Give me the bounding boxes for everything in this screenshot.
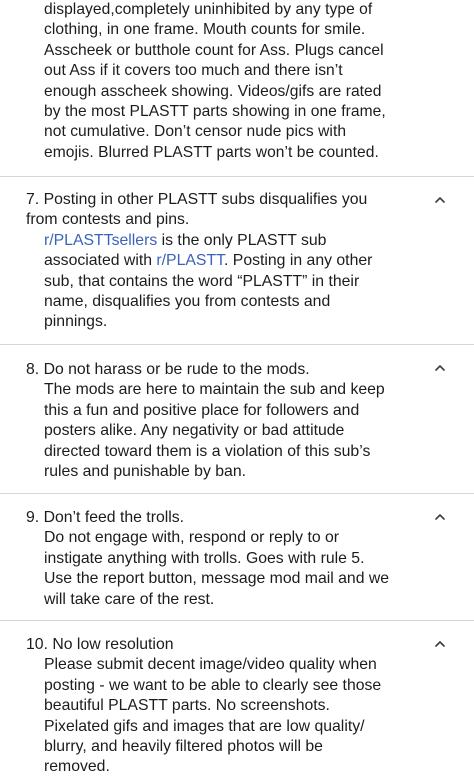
subreddit-link-plasttsellers[interactable]: r/PLASTTsellers	[44, 231, 158, 249]
chevron-up-icon[interactable]	[435, 640, 445, 650]
rule-8[interactable]	[26, 360, 446, 482]
rule-9-body	[44, 528, 446, 610]
text-line: blurry, and heavily filtered photos will be	[44, 738, 323, 756]
text-fragment: associated with	[44, 252, 157, 270]
chevron-up-icon[interactable]	[435, 364, 445, 374]
text-line: Asscheek or butthole count for Ass. Plugs cancel	[44, 41, 384, 59]
text-line: displayed,completely uninhibited by any type of	[44, 1, 373, 18]
text-line	[44, 251, 446, 271]
rule-7[interactable]	[26, 190, 446, 333]
text-line: enough asscheek showing. Videos/gifs are rated	[44, 82, 382, 100]
text-line: sub, that contains the word “PLASTT” in their	[44, 272, 360, 290]
text-line: clothing, in one frame. Mouth counts for smile.	[44, 21, 366, 39]
text-line: Use the report button, message mod mail and we	[44, 570, 390, 588]
text-line: directed toward them is a violation of this sub’s	[44, 442, 371, 460]
text-line: The mods are here to maintain the sub and keep	[44, 381, 385, 399]
chevron-up-icon[interactable]	[435, 513, 445, 523]
text-line: by the most PLASTT parts showing in one frame,	[44, 103, 386, 121]
rule-9[interactable]	[26, 508, 446, 610]
text-line	[44, 231, 446, 251]
chevron-up-icon[interactable]	[435, 196, 445, 206]
rule-8-body	[44, 380, 446, 482]
rule-6-body-continuation	[44, 0, 424, 163]
rule-title-line: 8. Do not harass or be rude to the mods.	[26, 361, 310, 378]
text-line: rules and punishable by ban.	[44, 463, 246, 481]
rule-7-body	[44, 231, 446, 333]
rule-10[interactable]	[26, 635, 446, 778]
rule-title-line: 7. Posting in other PLASTT subs disqualifies you	[26, 191, 368, 208]
text-line: posters alike. Any negativity or bad attitude	[44, 422, 345, 440]
section-divider	[0, 620, 474, 621]
text-fragment: is the only PLASTT sub	[157, 231, 327, 249]
text-line: emojis. Blurred PLASTT parts won’t be counted.	[44, 143, 379, 161]
rule-title-line: 10. No low resolution	[26, 636, 174, 653]
rule-title-line: from contests and pins.	[26, 211, 190, 229]
section-divider	[0, 493, 474, 494]
section-divider	[0, 176, 474, 177]
rule-9-title	[26, 508, 446, 528]
text-line: pinnings.	[44, 313, 108, 331]
text-line: name, disqualifies you from contests and	[44, 293, 331, 311]
text-line: will take care of the rest.	[44, 590, 215, 608]
rule-10-body	[44, 655, 446, 777]
rule-10-title	[26, 635, 446, 655]
text-line: out Ass if it covers too much and there isn’t	[44, 62, 343, 80]
text-line: Please submit decent image/video quality when	[44, 656, 377, 674]
rule-title-line: 9. Don’t feed the trolls.	[26, 509, 185, 526]
text-line: posting - we want to be able to clearly see those	[44, 676, 382, 694]
text-line: this a fun and positive place for followers and	[44, 401, 360, 419]
text-line: Do not engage with, respond or reply to or	[44, 529, 340, 547]
text-line: instigate anything with trolls. Goes with rule 5.	[44, 549, 365, 567]
text-line: removed.	[44, 758, 110, 776]
rule-8-title	[26, 360, 446, 380]
subreddit-link-plastt[interactable]: r/PLASTT	[156, 252, 224, 270]
text-line: not cumulative. Don’t censor nude pics with	[44, 123, 347, 141]
section-divider	[0, 344, 474, 345]
text-line: Pixelated gifs and images that are low quality/	[44, 717, 365, 735]
text-fragment: . Posting in any other	[224, 252, 373, 270]
rule-7-title	[26, 190, 446, 231]
text-line: beautiful PLASTT parts. No screenshots.	[44, 697, 330, 715]
